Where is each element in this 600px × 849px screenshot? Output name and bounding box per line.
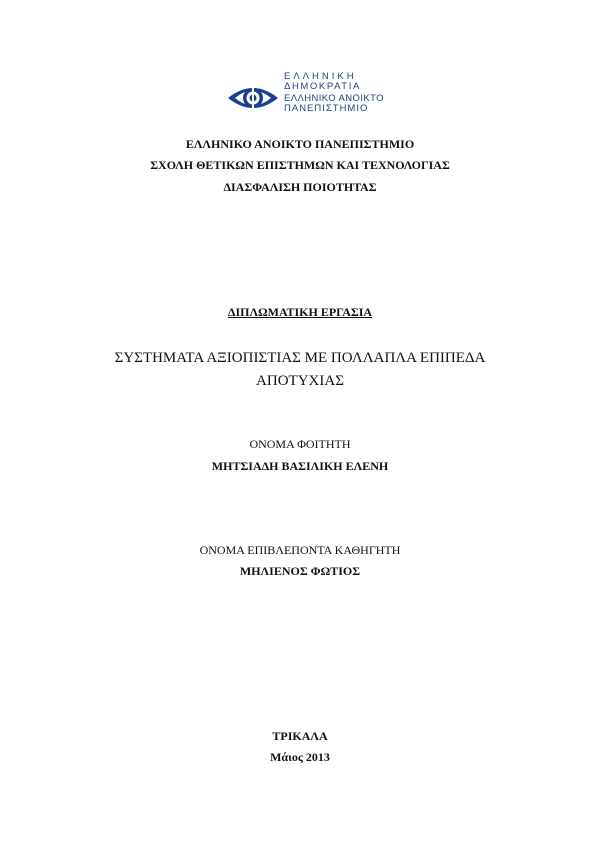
university-logo (226, 72, 386, 124)
eap-emblem-icon (226, 80, 280, 116)
department-name: ΔΙΑΣΦΑΛΙΣΗ ΠΟΙΟΤΗΤΑΣ (223, 180, 377, 194)
logo-text-line1: ΕΛΛΗΝΙΚΗ (284, 71, 357, 82)
document-type: ΔΙΠΛΩΜΑΤΙΚΗ ΕΡΓΑΣΙΑ (227, 305, 373, 319)
student-label: ΟΝΟΜΑ ΦΟΙΤΗΤΗ (249, 437, 351, 451)
logo-text-line4: ΠΑΝΕΠΙΣΤΗΜΙΟ (284, 103, 369, 114)
university-name: ΕΛΛΗΝΙΚΟ ΑΝΟΙΚΤΟ ΠΑΝΕΠΙΣΤΗΜΙΟ (185, 137, 415, 151)
thesis-title-line1: ΣΥΣΤΗΜΑΤΑ ΑΞΙΟΠΙΣΤΙΑΣ ΜΕ ΠΟΛΛΑΠΛΑ ΕΠΙΠΕΔΑ (114, 350, 486, 366)
supervisor-name: ΜΗΛΙΕΝΟΣ ΦΩΤΙΟΣ (239, 564, 361, 578)
supervisor-label: ΟΝΟΜΑ ΕΠΙΒΛΕΠΟΝΤΑ ΚΑΘΗΓΗΤΗ (199, 543, 401, 557)
date: Μάιος 2013 (270, 750, 330, 764)
school-name: ΣΧΟΛΗ ΘΕΤΙΚΩΝ ΕΠΙΣΤΗΜΩΝ ΚΑΙ ΤΕΧΝΟΛΟΓΙΑΣ (150, 158, 450, 172)
thesis-title-line2: ΑΠΟΤΥΧΙΑΣ (256, 373, 344, 389)
city: ΤΡΙΚΑΛΑ (272, 729, 328, 743)
student-name: ΜΗΤΣΙΑΔΗ ΒΑΣΙΛΙΚΗ ΕΛΕΝΗ (211, 459, 389, 473)
logo-text-line3: ΕΛΛΗΝΙΚΟ ΑΝΟΙΚΤΟ (284, 93, 384, 104)
logo-text-line2: ΔΗΜΟΚΡΑΤΙΑ (284, 81, 361, 92)
